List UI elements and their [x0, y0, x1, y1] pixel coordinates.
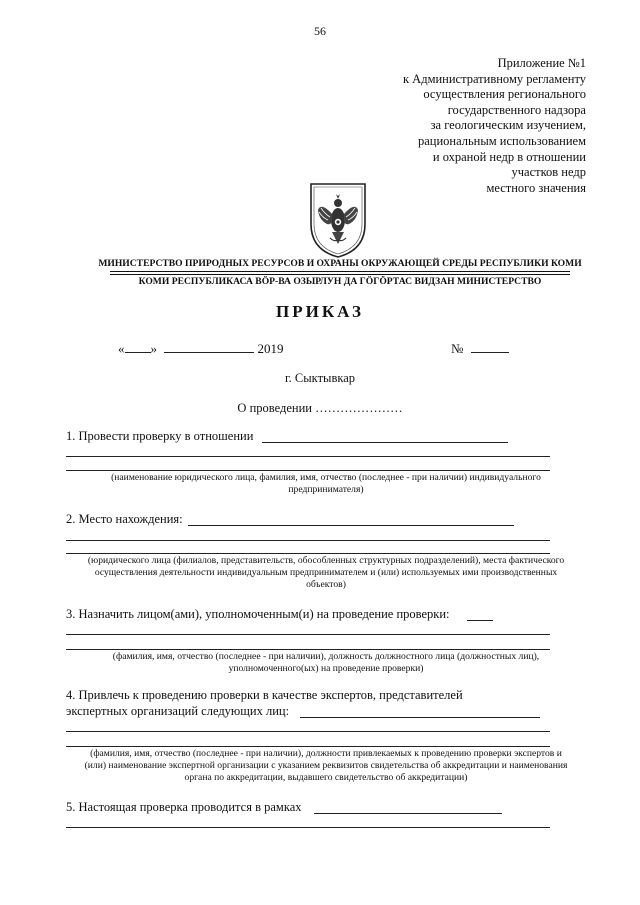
item-5-blank-field[interactable] — [314, 813, 502, 814]
item-3-text: 3. Назначить лицом(ами), уполномоченным(и) на проведение проверки: — [66, 607, 450, 621]
caption-line: (юридического лица (филиалов, представительств, обособленных структурных подразделений), места фактического — [87, 555, 565, 566]
item-2-text: 2. Место нахождения: — [66, 512, 183, 526]
annex-line: участков недр — [511, 165, 586, 180]
page-number: 56 — [314, 24, 326, 38]
item-1-text: 1. Провести проверку в отношении — [66, 429, 254, 443]
caption-line: предпринимателя) — [288, 484, 364, 495]
item-4-text-continued: экспертных организаций следующих лиц: — [66, 704, 290, 718]
date-line — [118, 341, 284, 357]
order-number-blank-field[interactable] — [471, 341, 509, 353]
caption-line: (или) наименование экспертной организации с указанием реквизитов свидетельства об аккредитации и наименования — [84, 760, 568, 771]
annex-line: осуществления регионального — [423, 87, 586, 102]
item-2-blank-field[interactable] — [188, 525, 514, 526]
caption-line: объектов) — [306, 579, 346, 590]
date-year: 2019 — [257, 341, 284, 356]
annex-line: Приложение №1 — [497, 56, 586, 70]
number-sign: № — [451, 341, 464, 356]
city-label: г. Сыктывкар — [284, 371, 356, 385]
ministry-name-komi: КОМИ РЕСПУБЛИКАСА ВӦР-ВА ОЗЫРЛУН ДА ГӦГӦРТАС ВИДЗАН МИНИСТЕРСТВО — [138, 276, 542, 287]
item-3-blank-field[interactable] — [467, 620, 493, 621]
month-blank-field[interactable] — [164, 341, 254, 353]
annex-line: к Административному регламенту — [402, 71, 586, 86]
order-subject: О проведении ………………… — [237, 401, 403, 415]
item-5-blank-line[interactable] — [66, 827, 550, 828]
item-1-blank-line[interactable] — [66, 470, 550, 471]
caption-line: (фамилия, имя, отчество (последнее - при наличии), должности привлекаемых к проведению проверки экспертов и — [90, 748, 562, 759]
item-1-blank-field[interactable] — [262, 442, 508, 443]
komi-coat-of-arms-icon — [301, 180, 375, 260]
item-2-blank-line[interactable] — [66, 553, 550, 554]
caption-line: (наименование юридического лица, фамилия, имя, отчество (последнее - при наличии) индивидуального — [111, 472, 541, 483]
header-rule-thin — [110, 274, 570, 275]
caption-line: органа по аккредитации, выдавшего свидетельство об аккредитации) — [184, 772, 468, 783]
item-4-caption — [66, 748, 586, 784]
document-title: ПРИКАЗ — [276, 302, 364, 321]
item-1-blank-line[interactable] — [66, 456, 550, 457]
item-4-text: 4. Привлечь к проведению проверки в качестве экспертов, представителей — [66, 688, 463, 702]
date-open-quote: « — [118, 341, 125, 356]
item-2-blank-line[interactable] — [66, 540, 550, 541]
annex-line: за геологическим изучением, — [430, 118, 586, 133]
caption-line: (фамилия, имя, отчество (последнее - при наличии), должность должностного лица (должностных лиц), — [112, 651, 540, 662]
item-3-blank-line[interactable] — [66, 634, 550, 635]
item-1-caption — [66, 472, 586, 496]
day-blank-field[interactable] — [125, 341, 151, 353]
order-number-line — [451, 341, 509, 357]
item-2-caption — [66, 555, 586, 591]
ministry-name-ru: МИНИСТЕРСТВО ПРИРОДНЫХ РЕСУРСОВ И ОХРАНЫ ОКРУЖАЮЩЕЙ СРЕДЫ РЕСПУБЛИКИ КОМИ — [98, 258, 582, 269]
item-4-blank-line[interactable] — [66, 731, 550, 732]
header-rule-thick — [110, 271, 570, 272]
date-close-quote: » — [150, 341, 157, 356]
item-3-caption — [66, 651, 586, 675]
annex-line: местного значения — [486, 180, 586, 195]
caption-line: уполномоченного(ых) на проведение проверки) — [228, 663, 424, 674]
item-4-blank-line[interactable] — [66, 746, 550, 747]
item-4-blank-field[interactable] — [300, 717, 540, 718]
item-3-blank-line[interactable] — [66, 649, 550, 650]
caption-line: осуществления деятельности индивидуальным предпринимателем и (или) используемых ими производственных — [94, 567, 558, 578]
annex-line: государственного надзора — [447, 102, 586, 117]
annex-block — [286, 56, 586, 196]
annex-line: и охраной недр в отношении — [432, 149, 586, 164]
annex-line: рациональным использованием — [417, 133, 586, 148]
item-5-text: 5. Настоящая проверка проводится в рамках — [66, 800, 302, 814]
